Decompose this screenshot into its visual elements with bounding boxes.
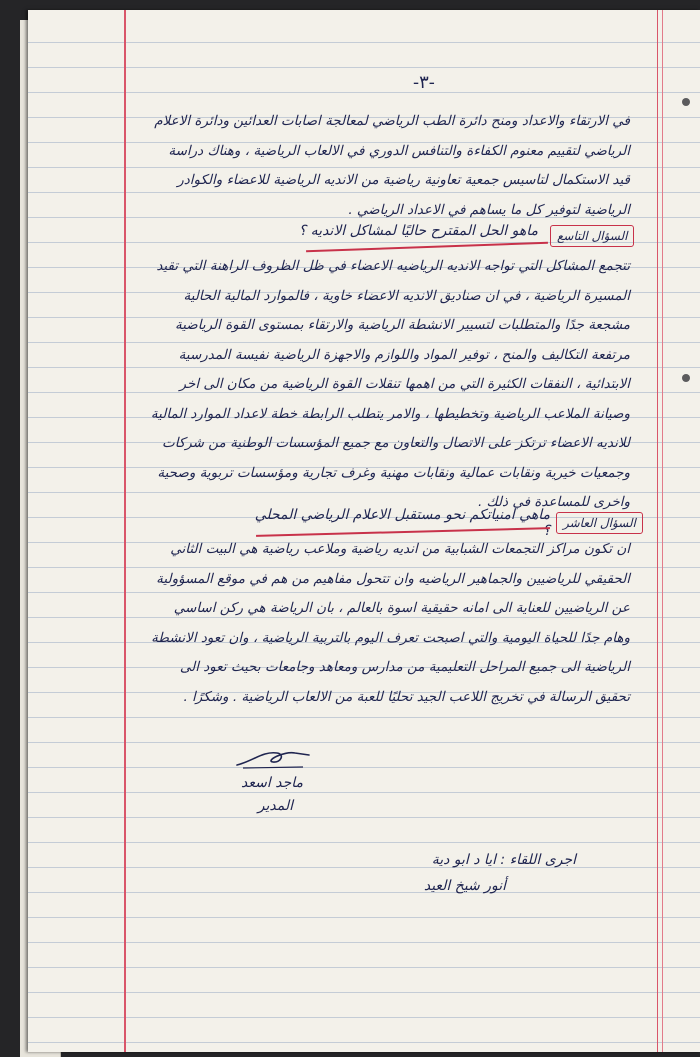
paragraph-2: تتجمع المشاكل التي تواجه الانديه الرياضيه الاعضاء في ظل الظروف الراهنة التي تقيد المسيرة الرياضية ، في ان صناديق الانديه الاعضاء خاوية ، فالموارد المالية الحالية مشجعة جدًا والمتطلبات لتسيير الانشطة الرياضية والارتقاء بمستوى القوة الرياضية مرتفعة التكاليف والمنح ، توفير المواد واللوازم والاجهزة الرياضية نفيسة المدرسية الابتدائية ، النفقات الكثيرة التي من اهمها تنقلات القوة الرياضية من مكان الى اخر وصيانة الملاعب الرياضية وتخطيطها ، والامر يتطلب الرابطة خطة لاعداد الموارد المالية للانديه الاعضاء ترتكز على الاتصال والتعاون مع جميع المؤسسات الوطنية من شركات وجمعيات خيرية ونقابات عمالية ونقابات مهنية وغرف تجارية ومؤسسات تربوية وصحية واخرى للمساعدة في ذلك . <box>150 258 630 510</box>
question-9-underline <box>306 242 548 252</box>
signature-scrawl-icon <box>233 745 313 771</box>
question-9-text: ماهو الحل المقترح حاليًا لمشاكل الانديه ؟ <box>298 223 538 239</box>
notebook-page <box>28 10 700 1052</box>
question-10-label: السؤال العاشر <box>556 512 643 534</box>
right-margin-line <box>657 10 658 1052</box>
question-9-label: السؤال التاسع <box>550 225 634 247</box>
question-10-text: ماهي امنياتكم نحو مستقبل الاعلام الرياضي المحلي ؟ <box>254 507 550 539</box>
binding-hole-icon <box>682 98 690 106</box>
right-margin-line-secondary <box>662 10 663 1052</box>
paragraph-1: في الارتقاء والاعداد ومنح دائرة الطب الرياضي لمعالجة اصابات العدائين ودائرة الاعلام الرياضي لتقييم معنوم الكفاءة والتنافس الدوري في الالعاب الرياضية ، وهناك دراسة قيد الاستكمال لتاسيس جمعية تعاونية رياضية من الانديه الرياضية للاعضاء والكوادر الرياضية لتوفير كل ما يساهم في الاعداد الرياضي . <box>154 113 630 218</box>
signatory-name: ماجد اسعد <box>241 775 303 791</box>
binding-hole-icon <box>682 374 690 382</box>
interviewer-credit-name: أنور شيخ العيد <box>423 878 506 894</box>
page-number: -٣- <box>413 72 435 93</box>
interviewer-credit: اجرى اللقاء : ايا د ابو دية <box>431 852 576 868</box>
paragraph-3: ان تكون مراكز التجمعات الشبابية من انديه رياضية وملاعب رياضية هي البيت الثاني الحقيقي للرياضيين والجماهير الرياضيه وان تتحول مفاهيم من هم في موقع المسؤولية عن الرياضيين للعناية الى امانه حقيقية اسوة بالعالم ، بان الرياضة هي ركن اساسي وهام جدًا للحياة اليومية والتي اصبحت تعرف اليوم بالتربية الرياضية ، وان تعود الانشطة الرياضية الى جميع المراحل التعليمية من مدارس ومعاهد وجامعات بحيث تعود الى تحقيق الرسالة في تخريج اللاعب الجيد تحليًا للعبة من الالعاب الرياضية . وشكرًا . <box>151 541 630 705</box>
left-margin-line <box>124 10 126 1052</box>
signatory-title: المدير <box>257 798 293 814</box>
